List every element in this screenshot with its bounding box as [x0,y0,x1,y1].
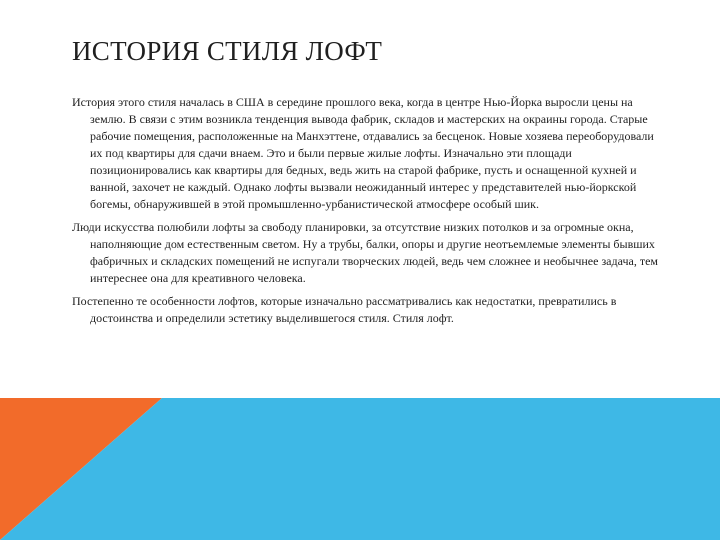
slide-body [72,94,660,333]
paragraph-aesthetics: Постепенно те особенности лофтов, которые изначально рассматривались как недостатки, превратились в достоинства и определили эстетику выделившегося стиля. Стиля лофт. [72,294,617,325]
paragraph-artists: Люди искусства полюбили лофты за свободу планировки, за отсутствие низких потолков и за огромные окна, наполняющие дом естественным светом. Ну а трубы, балки, опоры и другие неотъемлемые элементы бывших фабричных и складских помещений не испугали творческих людей, ведь чем сложнее и необычнее задача, тем интереснее она для креативного человека. [72,220,658,285]
slide-title: ИСТОРИЯ СТИЛЯ ЛОФТ [72,36,383,66]
orange-triangle-shape [0,398,162,540]
blue-shape [0,398,720,540]
paragraph-history: История этого стиля началась в США в середине прошлого века, когда в центре Нью-Йорка выросли цены на землю. В связи с этим возникла тенденция вывода фабрик, складов и мастерских на окраины города. Старые рабочие помещения, расположенные на Манхэттене, отдавались за бесценок. Новые хозяева переоборудовали их под квартиры для сдачи внаем. Это и были первые жилые лофты. Изначально эти площади позиционировались как квартиры для бедных, ведь жить на старой фабрике, пусть и оснащенной кухней и ванной, захочет не каждый. Однако лофты вызвали неожиданный интерес у представителей нью-йоркской богемы, обнаружившей в этой промышленно-урбанистической атмосфере особый шик. [72,95,654,211]
